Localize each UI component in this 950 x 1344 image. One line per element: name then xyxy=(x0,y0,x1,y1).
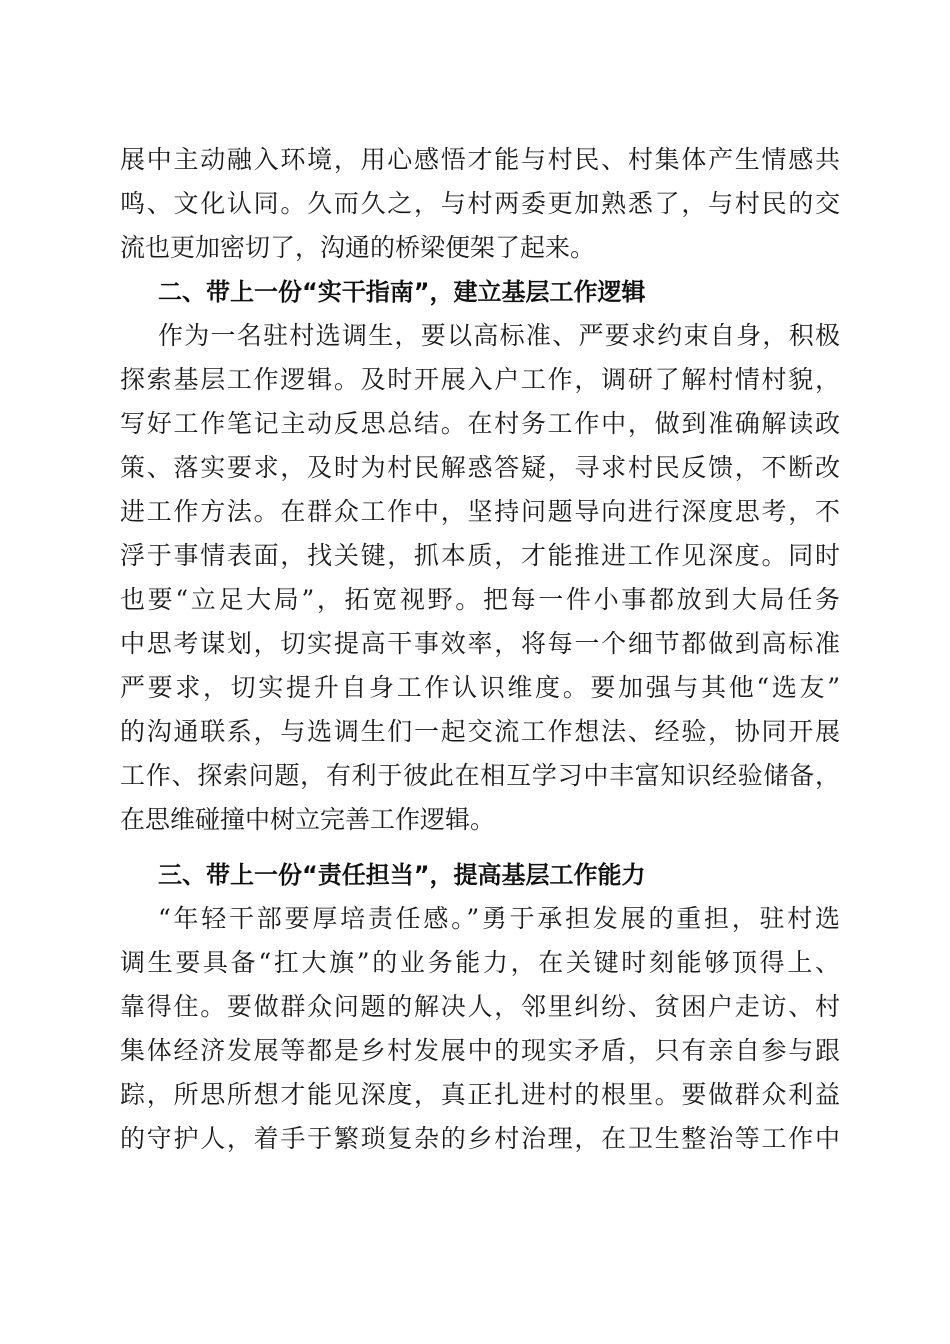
paragraph-line: 踪，所思所想才能见深度，真正扎进村的根里。要做群众利益 xyxy=(120,1080,840,1109)
section-heading: 三、带上一份“责任担当”，提高基层工作能力 xyxy=(158,861,646,889)
paragraph-line: 作为一名驻村选调生，要以高标准、严要求约束自身，积极 xyxy=(158,321,840,350)
paragraph-line: 靠得住。要做群众问题的解决人，邻里纠纷、贫困户走访、村 xyxy=(120,992,840,1021)
paragraph-line: 展中主动融入环境，用心感悟才能与村民、村集体产生情感共 xyxy=(120,145,840,174)
paragraph-line: 中思考谋划，切实提高干事效率，将每一个细节都做到高标准 xyxy=(120,629,840,658)
paragraph-line: 也要“立足大局”，拓宽视野。把每一件小事都放到大局任务 xyxy=(120,585,840,614)
paragraph-line: 浮于事情表面，找关键，抓本质，才能推进工作见深度。同时 xyxy=(120,541,840,570)
paragraph-line: 的沟通联系，与选调生们一起交流工作想法、经验，协同开展 xyxy=(120,717,840,746)
paragraph-line: 写好工作笔记主动反思总结。在村务工作中，做到准确解读政 xyxy=(120,409,840,438)
paragraph-line: 策、落实要求，及时为村民解惑答疑，寻求村民反馈，不断改 xyxy=(120,453,840,482)
paragraph-line: 严要求，切实提升自身工作认识维度。要加强与其他“选友” xyxy=(120,673,840,702)
paragraph-line: 工作、探索问题，有利于彼此在相互学习中丰富知识经验储备， xyxy=(120,761,840,790)
paragraph-line: 探索基层工作逻辑。及时开展入户工作，调研了解村情村貌， xyxy=(120,365,840,394)
paragraph-line: 的守护人，着手于繁琐复杂的乡村治理，在卫生整治等工作中 xyxy=(120,1124,840,1153)
paragraph-line: 调生要具备“扛大旗”的业务能力，在关键时刻能够顶得上、 xyxy=(120,948,840,977)
section-heading: 二、带上一份“实干指南”，建立基层工作逻辑 xyxy=(158,278,646,306)
paragraph-line: 在思维碰撞中树立完善工作逻辑。 xyxy=(120,805,496,834)
paragraph-line: 进工作方法。在群众工作中，坚持问题导向进行深度思考，不 xyxy=(120,497,840,526)
paragraph-line: 流也更加密切了，沟通的桥梁便架了起来。 xyxy=(120,233,596,262)
paragraph-line: 鸣、文化认同。久而久之，与村两委更加熟悉了，与村民的交 xyxy=(120,189,840,218)
paragraph-line: 集体经济发展等都是乡村发展中的现实矛盾，只有亲自参与跟 xyxy=(120,1036,840,1065)
paragraph-line: “年轻干部要厚培责任感。”勇于承担发展的重担，驻村选 xyxy=(158,904,840,933)
